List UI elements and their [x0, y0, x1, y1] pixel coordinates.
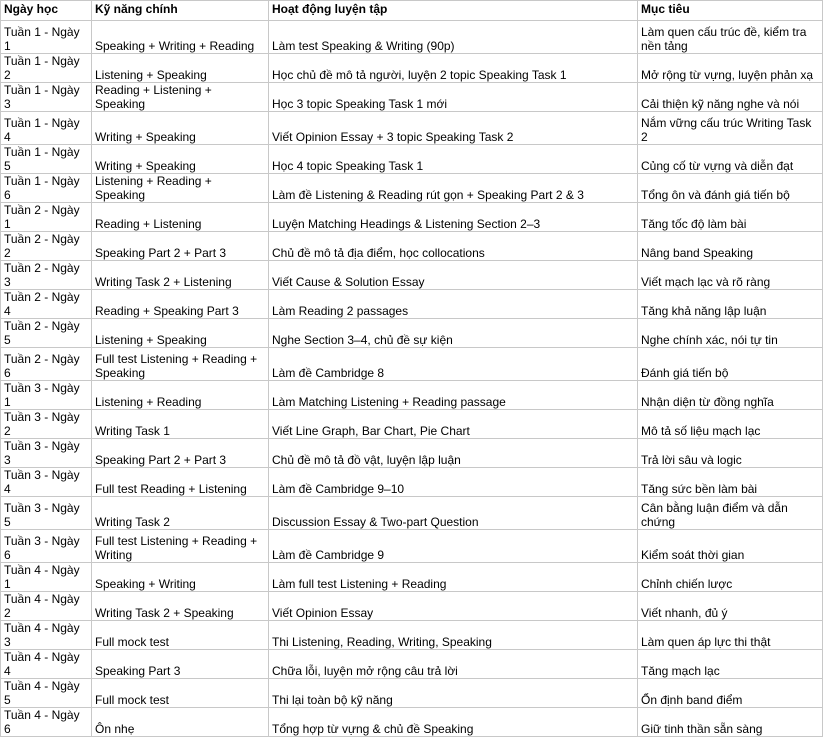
cell-activity: Làm đề Cambridge 9 [269, 530, 638, 563]
cell-goal: Mô tả số liệu mạch lạc [638, 410, 823, 439]
cell-day: Tuần 1 - Ngày 2 [1, 54, 92, 83]
cell-goal: Tăng sức bền làm bài [638, 468, 823, 497]
header-activity: Hoạt động luyện tập [269, 1, 638, 21]
cell-goal: Viết mạch lạc và rõ ràng [638, 261, 823, 290]
table-row [1, 410, 823, 439]
cell-activity: Luyện Matching Headings & Listening Section 2–3 [269, 203, 638, 232]
table-row [1, 650, 823, 679]
cell-goal: Mở rộng từ vựng, luyện phản xạ [638, 54, 823, 83]
cell-day: Tuần 1 - Ngày 1 [1, 21, 92, 54]
cell-skill: Listening + Speaking [92, 319, 269, 348]
cell-day: Tuần 4 - Ngày 4 [1, 650, 92, 679]
cell-goal: Kiểm soát thời gian [638, 530, 823, 563]
cell-goal: Nắm vững cấu trúc Writing Task 2 [638, 112, 823, 145]
cell-goal: Làm quen áp lực thi thật [638, 621, 823, 650]
cell-day: Tuần 3 - Ngày 4 [1, 468, 92, 497]
cell-skill: Listening + Speaking [92, 54, 269, 83]
cell-skill: Reading + Listening [92, 203, 269, 232]
cell-skill: Speaking Part 2 + Part 3 [92, 232, 269, 261]
table-row [1, 468, 823, 497]
table-row [1, 621, 823, 650]
cell-skill: Writing Task 2 [92, 497, 269, 530]
cell-activity: Làm Reading 2 passages [269, 290, 638, 319]
cell-skill: Writing + Speaking [92, 145, 269, 174]
cell-day: Tuần 2 - Ngày 5 [1, 319, 92, 348]
cell-goal: Tăng tốc độ làm bài [638, 203, 823, 232]
table-row [1, 145, 823, 174]
cell-skill: Writing Task 2 + Speaking [92, 592, 269, 621]
cell-day: Tuần 3 - Ngày 5 [1, 497, 92, 530]
table-row [1, 592, 823, 621]
cell-activity: Viết Opinion Essay + 3 topic Speaking Task 2 [269, 112, 638, 145]
table-row [1, 83, 823, 112]
cell-skill: Speaking + Writing [92, 563, 269, 592]
cell-day: Tuần 3 - Ngày 6 [1, 530, 92, 563]
cell-activity: Nghe Section 3–4, chủ đề sự kiện [269, 319, 638, 348]
cell-goal: Nhận diện từ đồng nghĩa [638, 381, 823, 410]
cell-activity: Làm full test Listening + Reading [269, 563, 638, 592]
cell-goal: Làm quen cấu trúc đề, kiểm tra nền tảng [638, 21, 823, 54]
cell-skill: Listening + Reading + Speaking [92, 174, 269, 203]
cell-skill: Writing Task 1 [92, 410, 269, 439]
cell-activity: Tổng hợp từ vựng & chủ đề Speaking [269, 708, 638, 737]
cell-skill: Full test Reading + Listening [92, 468, 269, 497]
cell-day: Tuần 2 - Ngày 1 [1, 203, 92, 232]
cell-skill: Full mock test [92, 679, 269, 708]
cell-day: Tuần 4 - Ngày 6 [1, 708, 92, 737]
cell-day: Tuần 4 - Ngày 5 [1, 679, 92, 708]
cell-skill: Writing Task 2 + Listening [92, 261, 269, 290]
table-row [1, 497, 823, 530]
cell-activity: Discussion Essay & Two-part Question [269, 497, 638, 530]
cell-day: Tuần 3 - Ngày 3 [1, 439, 92, 468]
cell-activity: Làm đề Cambridge 9–10 [269, 468, 638, 497]
cell-day: Tuần 2 - Ngày 4 [1, 290, 92, 319]
cell-day: Tuần 4 - Ngày 1 [1, 563, 92, 592]
cell-skill: Full test Listening + Reading + Speaking [92, 348, 269, 381]
cell-skill: Full mock test [92, 621, 269, 650]
table-row [1, 439, 823, 468]
table-row [1, 21, 823, 54]
cell-goal: Cải thiện kỹ năng nghe và nói [638, 83, 823, 112]
cell-skill: Speaking Part 2 + Part 3 [92, 439, 269, 468]
cell-goal: Đánh giá tiến bộ [638, 348, 823, 381]
cell-activity: Làm test Speaking & Writing (90p) [269, 21, 638, 54]
cell-skill: Speaking + Writing + Reading [92, 21, 269, 54]
table-header-row [1, 1, 823, 21]
table-row [1, 708, 823, 737]
cell-goal: Ổn định band điểm [638, 679, 823, 708]
cell-goal: Viết nhanh, đủ ý [638, 592, 823, 621]
header-day: Ngày học [1, 1, 92, 21]
table-row [1, 261, 823, 290]
cell-goal: Tăng khả năng lập luận [638, 290, 823, 319]
table-row [1, 290, 823, 319]
cell-skill: Reading + Speaking Part 3 [92, 290, 269, 319]
cell-goal: Giữ tinh thần sẵn sàng [638, 708, 823, 737]
cell-day: Tuần 2 - Ngày 6 [1, 348, 92, 381]
cell-activity: Thi lại toàn bộ kỹ năng [269, 679, 638, 708]
cell-goal: Nghe chính xác, nói tự tin [638, 319, 823, 348]
cell-activity: Thi Listening, Reading, Writing, Speaking [269, 621, 638, 650]
table-row [1, 232, 823, 261]
cell-day: Tuần 1 - Ngày 3 [1, 83, 92, 112]
cell-day: Tuần 2 - Ngày 2 [1, 232, 92, 261]
table-row [1, 174, 823, 203]
cell-activity: Làm đề Cambridge 8 [269, 348, 638, 381]
header-goal: Mục tiêu [638, 1, 823, 21]
table-row [1, 54, 823, 83]
cell-goal: Nâng band Speaking [638, 232, 823, 261]
cell-activity: Học 3 topic Speaking Task 1 mới [269, 83, 638, 112]
table-row [1, 112, 823, 145]
cell-skill: Full test Listening + Reading + Writing [92, 530, 269, 563]
cell-activity: Chữa lỗi, luyện mở rộng câu trả lời [269, 650, 638, 679]
cell-activity: Học chủ đề mô tả người, luyện 2 topic Speaking Task 1 [269, 54, 638, 83]
cell-activity: Học 4 topic Speaking Task 1 [269, 145, 638, 174]
cell-activity: Làm đề Listening & Reading rút gọn + Speaking Part 2 & 3 [269, 174, 638, 203]
cell-day: Tuần 4 - Ngày 2 [1, 592, 92, 621]
table-row [1, 530, 823, 563]
cell-day: Tuần 3 - Ngày 2 [1, 410, 92, 439]
header-skill: Kỹ năng chính [92, 1, 269, 21]
cell-goal: Củng cố từ vựng và diễn đạt [638, 145, 823, 174]
cell-day: Tuần 1 - Ngày 5 [1, 145, 92, 174]
cell-activity: Viết Opinion Essay [269, 592, 638, 621]
cell-goal: Cân bằng luận điểm và dẫn chứng [638, 497, 823, 530]
cell-goal: Trả lời sâu và logic [638, 439, 823, 468]
cell-activity: Chủ đề mô tả địa điểm, học collocations [269, 232, 638, 261]
cell-activity: Viết Cause & Solution Essay [269, 261, 638, 290]
table-row [1, 348, 823, 381]
table-row [1, 319, 823, 348]
cell-activity: Viết Line Graph, Bar Chart, Pie Chart [269, 410, 638, 439]
cell-skill: Writing + Speaking [92, 112, 269, 145]
cell-skill: Speaking Part 3 [92, 650, 269, 679]
cell-skill: Listening + Reading [92, 381, 269, 410]
table-row [1, 563, 823, 592]
cell-day: Tuần 4 - Ngày 3 [1, 621, 92, 650]
cell-goal: Tổng ôn và đánh giá tiến bộ [638, 174, 823, 203]
cell-day: Tuần 1 - Ngày 6 [1, 174, 92, 203]
cell-day: Tuần 2 - Ngày 3 [1, 261, 92, 290]
cell-activity: Làm Matching Listening + Reading passage [269, 381, 638, 410]
table-row [1, 203, 823, 232]
cell-day: Tuần 1 - Ngày 4 [1, 112, 92, 145]
cell-day: Tuần 3 - Ngày 1 [1, 381, 92, 410]
table-row [1, 381, 823, 410]
cell-goal: Chỉnh chiến lược [638, 563, 823, 592]
table-row [1, 679, 823, 708]
cell-goal: Tăng mạch lạc [638, 650, 823, 679]
cell-skill: Ôn nhẹ [92, 708, 269, 737]
cell-activity: Chủ đề mô tả đồ vật, luyện lập luận [269, 439, 638, 468]
cell-skill: Reading + Listening + Speaking [92, 83, 269, 112]
